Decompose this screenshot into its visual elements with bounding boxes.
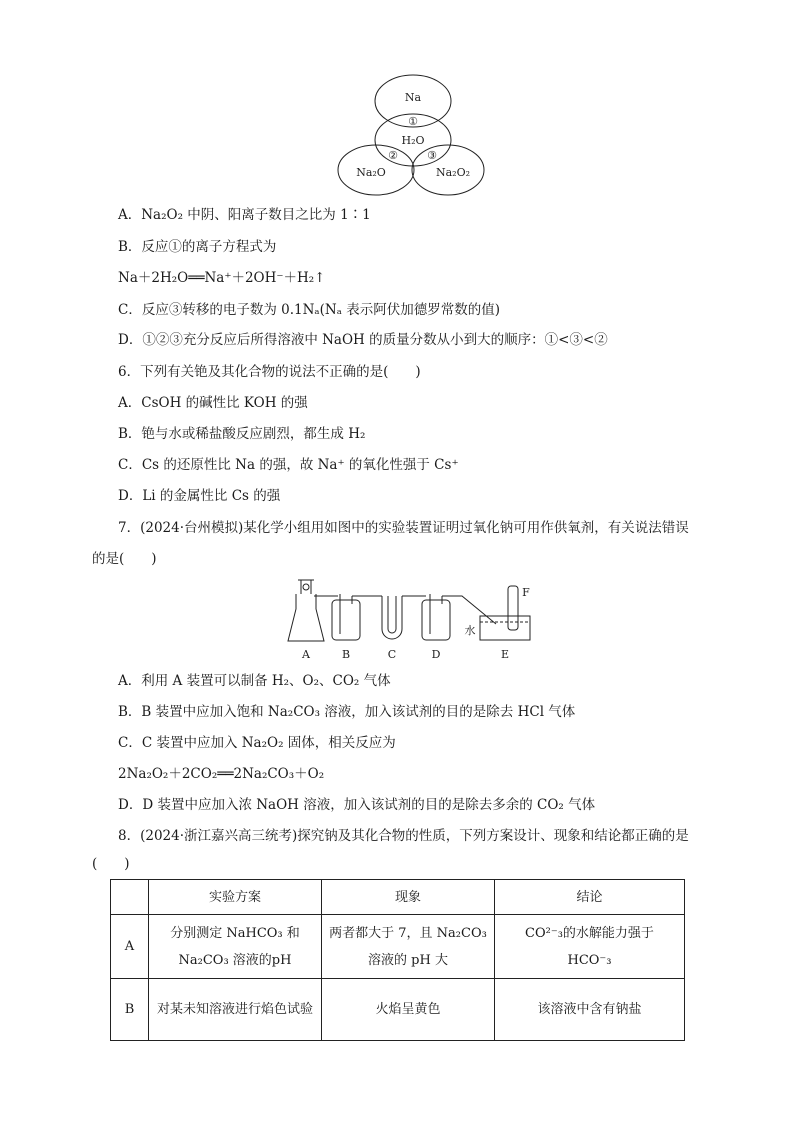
label-f: F xyxy=(522,586,530,599)
label-d: D xyxy=(431,648,441,661)
label-na2o2: Na₂O₂ xyxy=(435,166,471,179)
q7-option-d: D．D 装置中应加入浓 NaOH 溶液，加入该试剂的目的是除去多余的 CO₂ 气体 xyxy=(118,797,596,813)
q8-table xyxy=(110,879,685,1041)
bottle-b xyxy=(332,600,360,640)
marker-3: ③ xyxy=(427,149,437,162)
q5-option-a: A．Na₂O₂ 中阴、阳离子数目之比为 1∶1 xyxy=(118,207,371,223)
row-observation: 火焰呈黄色 xyxy=(322,979,495,1041)
label-h2o: H₂O xyxy=(401,134,425,147)
label-b: B xyxy=(341,648,351,661)
row-observation: 两者都大于 7，且 Na₂CO₃ 溶液的 pH 大 xyxy=(322,915,495,979)
header-plan: 实验方案 xyxy=(149,880,322,915)
q8-stem-line2: ( ) xyxy=(92,856,130,872)
marker-2: ② xyxy=(388,149,398,162)
label-na2o: Na₂O xyxy=(356,166,386,179)
row-plan: 分别测定 NaHCO₃ 和 Na₂CO₃ 溶液的pH xyxy=(149,915,322,979)
q7-option-c: C．C 装置中应加入 Na₂O₂ 固体，相关反应为 xyxy=(118,735,396,751)
q7-stem-line2: 的是( ) xyxy=(92,551,157,567)
q6-option-a: A．CsOH 的碱性比 KOH 的强 xyxy=(118,395,308,411)
q6-option-c: C．Cs 的还原性比 Na 的强，故 Na⁺ 的氧化性强于 Cs⁺ xyxy=(118,457,459,473)
bottle-d xyxy=(422,600,450,640)
marker-1: ① xyxy=(408,115,418,128)
q7-option-c-equation: 2Na₂O₂＋2CO₂══2Na₂CO₃＋O₂ xyxy=(118,766,325,782)
q6-stem: 6．下列有关铯及其化合物的说法不正确的是( ) xyxy=(118,364,421,380)
label-na: Na xyxy=(404,91,422,104)
header-conclusion: 结论 xyxy=(495,880,685,915)
label-a: A xyxy=(302,648,310,661)
q7-option-b: B．B 装置中应加入饱和 Na₂CO₃ 溶液，加入该试剂的目的是除去 HCl 气体 xyxy=(118,704,576,720)
q6-option-b: B．铯与水或稀盐酸反应剧烈，都生成 H₂ xyxy=(118,426,366,442)
row-plan: 对某未知溶液进行焰色试验 xyxy=(149,979,322,1041)
q5-option-d: D．①②③充分反应后所得溶液中 NaOH 的质量分数从小到大的顺序：①<③<② xyxy=(118,332,608,348)
header-observation: 现象 xyxy=(322,880,495,915)
flask-a xyxy=(288,594,324,641)
experiment-apparatus xyxy=(284,574,534,664)
label-c: C xyxy=(387,648,397,661)
q5-option-c: C．反应③转移的电子数为 0.1Nₐ(Nₐ 表示阿伏加德罗常数的值) xyxy=(118,302,500,318)
reaction-venn-diagram xyxy=(336,74,486,196)
q7-option-a: A．利用 A 装置可以制备 H₂、O₂、CO₂ 气体 xyxy=(118,673,391,689)
q7-stem-line1: 7．(2024·台州模拟)某化学小组用如图中的实验装置证明过氧化钠可用作供氧剂，有关说法错误 xyxy=(118,520,689,536)
test-tube-f xyxy=(508,586,518,630)
q6-option-d: D．Li 的金属性比 Cs 的强 xyxy=(118,488,281,504)
table-row xyxy=(111,979,685,1041)
trough-e xyxy=(480,616,530,640)
row-label: B xyxy=(111,979,149,1041)
label-water: 水 xyxy=(464,624,476,637)
table-row xyxy=(111,915,685,979)
row-label: A xyxy=(111,915,149,979)
funnel-a xyxy=(298,580,314,594)
q5-option-b-equation: Na＋2H₂O══Na⁺＋2OH⁻＋H₂↑ xyxy=(118,270,326,286)
q8-stem-line1: 8．(2024·浙江嘉兴高三统考)探究钠及其化合物的性质，下列方案设计、现象和结论都正确的是 xyxy=(118,828,689,844)
header-empty xyxy=(111,880,149,915)
q5-option-b: B．反应①的离子方程式为 xyxy=(118,239,277,255)
table-header-row xyxy=(111,880,685,915)
label-e: E xyxy=(500,648,510,661)
row-conclusion: CO²⁻₃的水解能力强于 HCO⁻₃ xyxy=(495,915,685,979)
row-conclusion: 该溶液中含有钠盐 xyxy=(495,979,685,1041)
